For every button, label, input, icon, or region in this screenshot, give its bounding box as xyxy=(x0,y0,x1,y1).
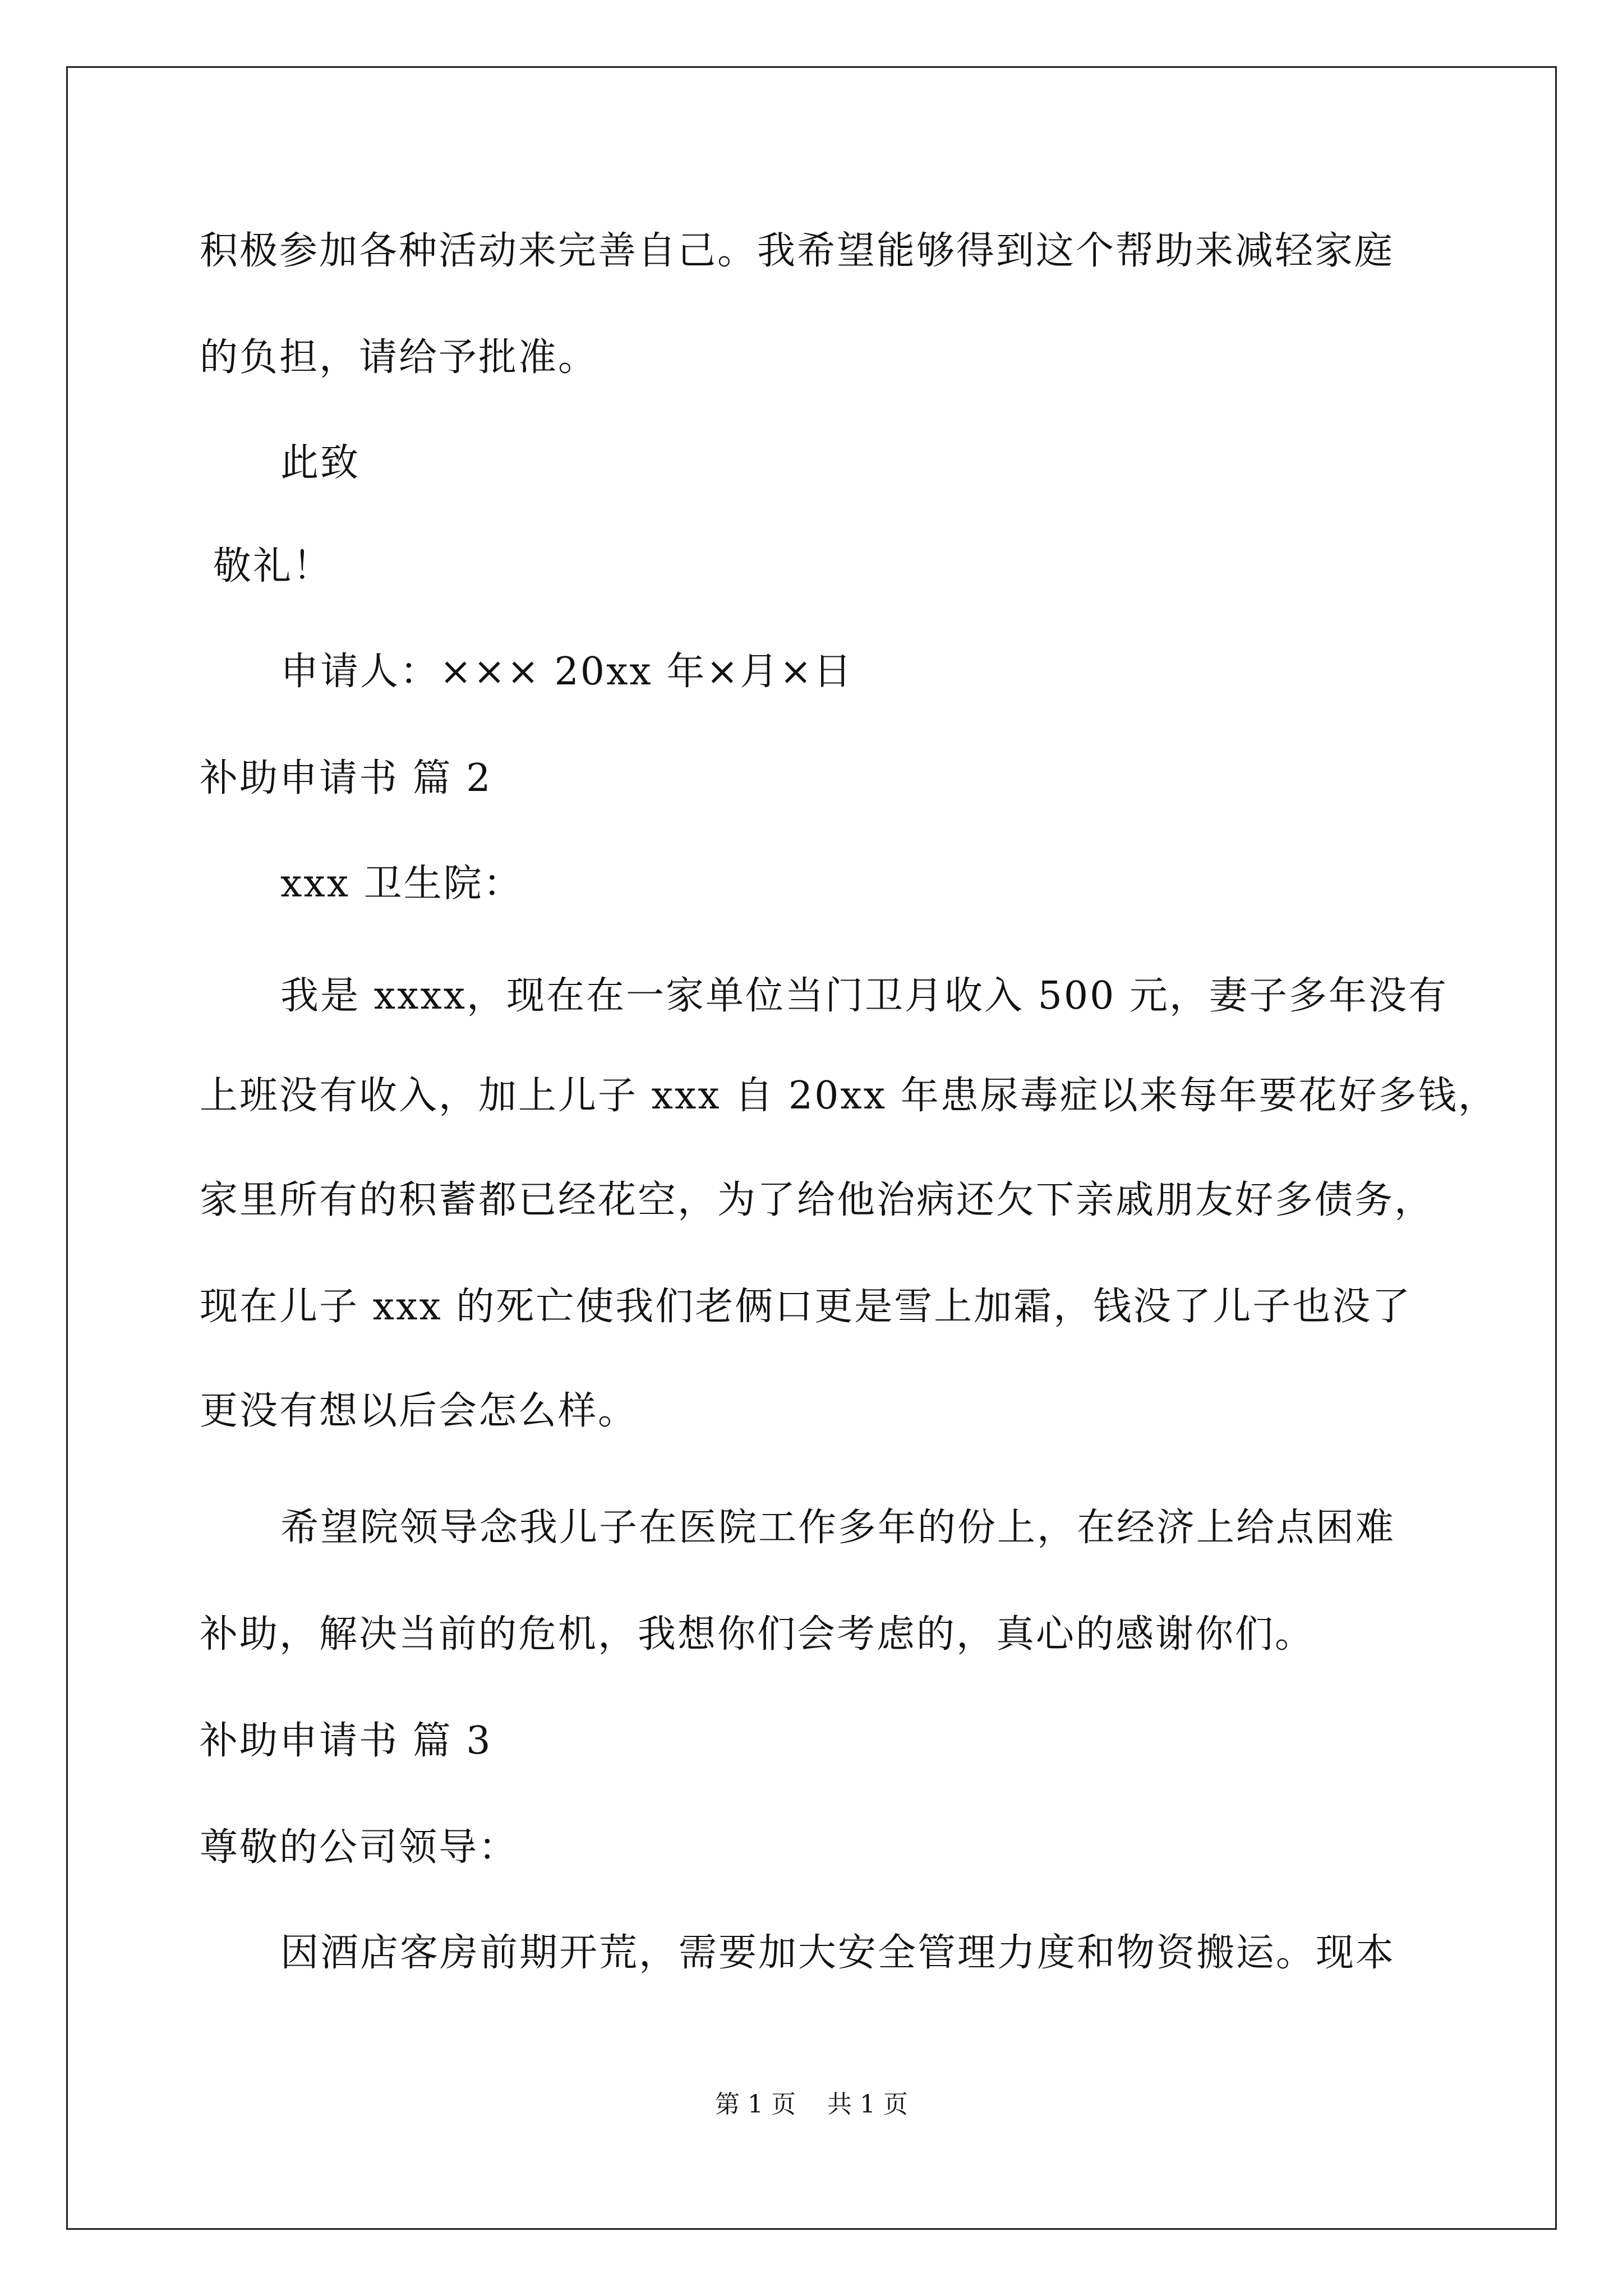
body-line-8: 希望院领导念我儿子在医院工作多年的份上，在经济上给点困难 xyxy=(280,1506,1396,1550)
closing-salutation: 此致 xyxy=(280,441,361,485)
body-line-2: 的负担，请给予批准。 xyxy=(200,335,598,380)
closing-regards: 敬礼！ xyxy=(213,544,333,588)
body-line-1: 积极参加各种活动来完善自己。我希望能够得到这个帮助来减轻家庭 xyxy=(200,229,1395,273)
salutation-line: 尊敬的公司领导： xyxy=(200,1825,519,1870)
page-number-footer: 第 1 页 共 1 页 xyxy=(715,2090,908,2119)
body-line-4: 上班没有收入，加上儿子 xxx 自 20xx 年患尿毒症以来每年要花好多钱， xyxy=(200,1074,1498,1118)
body-line-3: 我是 xxxx，现在在一家单位当门卫月收入 500 元，妻子多年没有 xyxy=(280,974,1449,1018)
body-line-5: 家里所有的积蓄都已经花空，为了给他治病还欠下亲戚朋友好多债务， xyxy=(200,1178,1435,1222)
body-line-6: 现在儿子 xxx 的死亡使我们老俩口更是雪上加霜，钱没了儿子也没了 xyxy=(200,1285,1412,1329)
body-line-9: 补助，解决当前的危机，我想你们会考虑的，真心的感谢你们。 xyxy=(200,1612,1315,1657)
section-heading-3: 补助申请书 篇 3 xyxy=(200,1719,492,1763)
body-line-7: 更没有想以后会怎么样。 xyxy=(200,1389,638,1433)
applicant-signature-line: 申请人：××× 20xx 年×月×日 xyxy=(280,650,854,694)
page-border xyxy=(66,66,1557,2230)
recipient-line: xxx 卫生院： xyxy=(280,862,523,906)
body-line-10: 因酒店客房前期开荒，需要加大安全管理力度和物资搬运。现本 xyxy=(280,1931,1396,1975)
section-heading-2: 补助申请书 篇 2 xyxy=(200,756,492,800)
